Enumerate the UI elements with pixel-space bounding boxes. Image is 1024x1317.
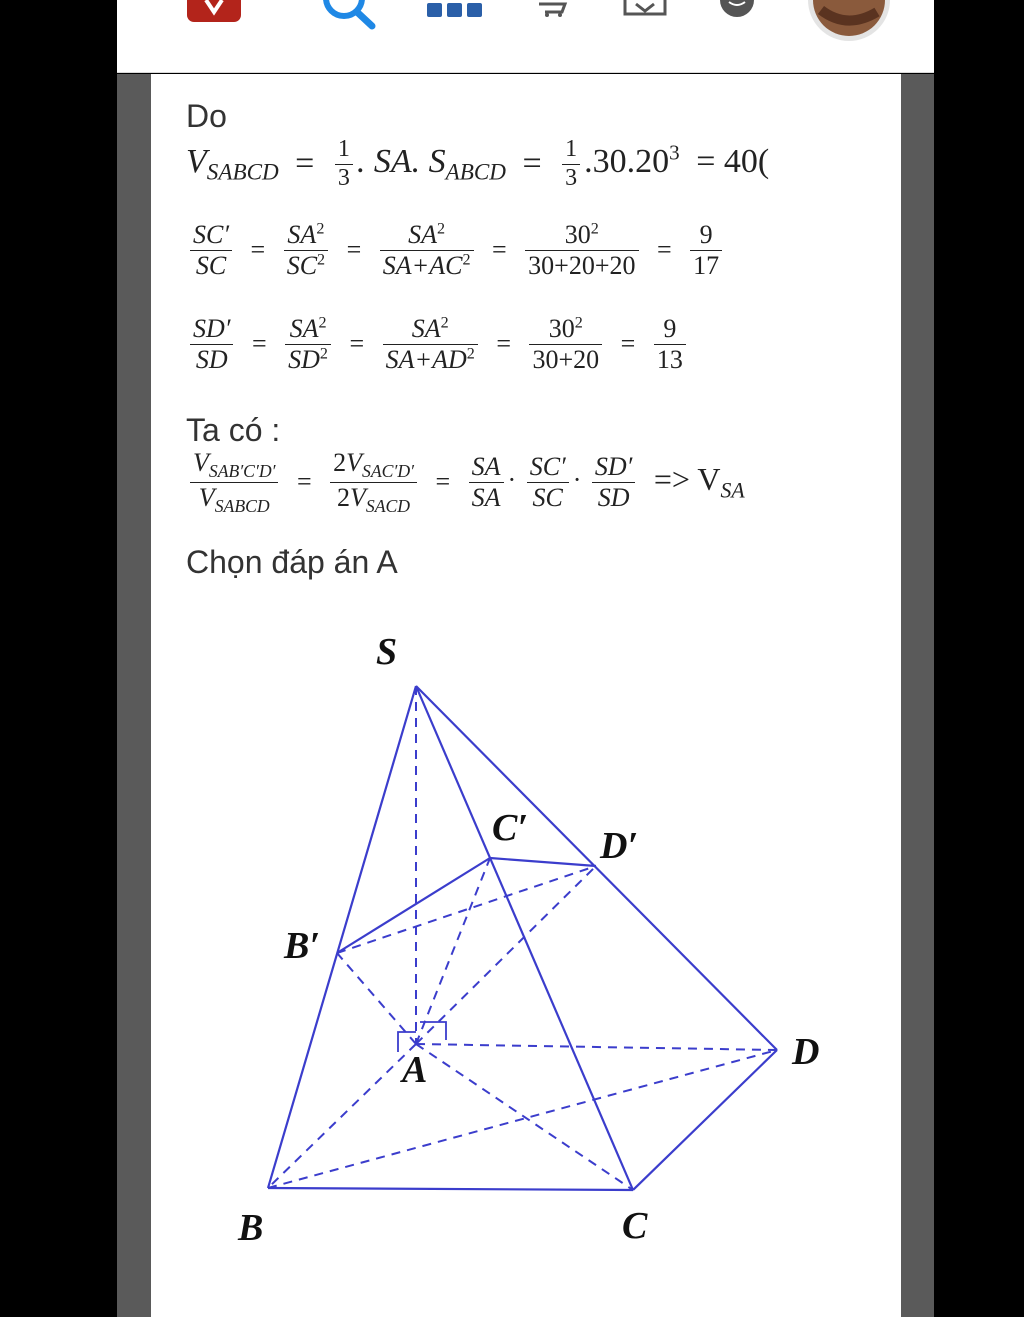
ratio-c-result-den: 17: [693, 250, 720, 280]
volume-result: = 40(: [696, 142, 770, 180]
vr-den-sub: SABCD: [214, 495, 270, 516]
vr-sc-den: SC: [532, 482, 563, 512]
ratio-d-f4-num: 30: [548, 314, 575, 343]
volume-symbol: V: [186, 142, 207, 180]
viewer-frame-right: [901, 74, 934, 1317]
base-subscript: ABCD: [445, 159, 506, 186]
numeric-term: .30.20: [584, 142, 670, 180]
implication-sub: SA: [720, 478, 745, 503]
edge-B1D1: [337, 866, 596, 953]
vr-num-sub: SAB′C′D′: [208, 461, 276, 482]
edge-BD: [268, 1050, 777, 1188]
search-icon[interactable]: [320, 0, 376, 30]
label-C-prime: C′: [492, 807, 529, 849]
sa-term: . SA. S: [356, 142, 446, 180]
do-label: Do: [186, 98, 227, 134]
ratio-c-f4-den: 30+20+20: [528, 250, 636, 280]
edge-AB1: [337, 953, 416, 1044]
ratio-d-left-den: SD: [195, 344, 228, 374]
volume-subscript: SABCD: [206, 159, 279, 186]
ratio-c-f2-den: SC: [286, 250, 318, 280]
ratio-d-f2-num: SA: [289, 314, 319, 343]
ratio-d-left-num: SD′: [190, 314, 233, 345]
ratio-c-f4-num: 30: [564, 220, 591, 249]
ratio-sd-formula: $\frac{SD'}{SD}$ = $\frac{SA^2}{SD^2}$ = $\frac{SA^2}{SA+AD^2}$ = $\frac{30^2}{30+20}$ = $\frac{9}{13}$: [186, 314, 690, 375]
label-S: S: [376, 631, 398, 673]
ratio-sc-formula: $\frac{SC'}{SC}$ = $\frac{SA^2}{SC^2}$ = $\frac{SA^2}{SA+AC^2}$ = $\frac{30^2}{30+20+20}$ = $\frac{9}{17}$: [186, 220, 726, 281]
edge-AC1: [416, 858, 490, 1044]
ratio-d-f3-den: SA+AD: [385, 344, 467, 374]
app-logo-icon[interactable]: [187, 0, 241, 24]
ratio-c-f3-den: SA+AC: [382, 250, 463, 280]
one-third-fraction: $\frac{1}{3}$: [335, 136, 353, 192]
answer-label: Chọn đáp án A: [186, 544, 398, 580]
vr2-num-sub: SAC′D′: [362, 461, 414, 482]
label-C: C: [622, 1205, 648, 1247]
volume-formula: $V_{SABCD}$ = $\frac{1}{3}$ . SA. $S_{ABCD}$ = $\frac{1}{3}$ .30.20$^3$ = 40(: [186, 136, 770, 191]
top-nav-bar: [117, 0, 934, 73]
vr-sd-den: SD: [597, 482, 630, 512]
label-B: B: [238, 1207, 264, 1249]
ratio-c-left-num: SC′: [190, 220, 232, 251]
edge-C1D1: [490, 858, 596, 866]
edge-CD: [633, 1050, 777, 1190]
vr-sa-num: SA: [469, 452, 504, 483]
globe-icon[interactable]: [717, 0, 757, 20]
viewer-frame-left: [117, 74, 151, 1317]
vr-sc-num: SC′: [527, 452, 569, 483]
label-D-prime: D′: [600, 825, 639, 867]
ratio-c-result-num: 9: [690, 220, 722, 251]
solution-panel: [151, 74, 901, 1317]
volume-ratio-formula: $\frac{V_{SAB'C'D'}}{V_{SABCD}}$ = $\frac{2V_{SAC'D'}}{2V_{SACD}}$ = $\frac{SA}{SA}$ · $\frac{SC'}{SC}$ · $\frac{SD'}{SD}$ => $V_{SA}$: [186, 448, 745, 516]
edge-SD: [416, 686, 777, 1050]
implication-tail: => V: [653, 460, 721, 497]
ratio-c-f2-num: SA: [287, 220, 317, 249]
label-B-prime: B′: [284, 925, 321, 967]
ratio-d-f3-num: SA: [411, 314, 441, 343]
label-A: A: [402, 1049, 428, 1091]
edge-BC: [268, 1188, 633, 1190]
ratio-d-result-den: 13: [656, 344, 683, 374]
vr-sa-den: SA: [471, 482, 501, 512]
cart-icon[interactable]: [537, 0, 573, 18]
vr2-den-sub: SACD: [365, 495, 411, 516]
edge-AD: [416, 1044, 777, 1050]
ta-co-label: Ta có :: [186, 412, 281, 448]
grid-menu-icon[interactable]: [427, 0, 483, 20]
one-third-fraction-2: $\frac{1}{3}$: [562, 136, 580, 192]
ratio-d-result-num: 9: [654, 314, 686, 345]
ratio-d-f4-den: 30+20: [532, 344, 600, 374]
ratio-c-left-den: SC: [195, 250, 227, 280]
inbox-icon[interactable]: [622, 0, 668, 18]
ratio-c-f3-num: SA: [408, 220, 438, 249]
exponent: 3: [669, 140, 680, 165]
vr-sd-num: SD′: [592, 452, 635, 483]
avatar[interactable]: [807, 0, 891, 44]
pyramid-figure: [151, 614, 901, 1314]
label-D: D: [792, 1031, 820, 1073]
ratio-d-f2-den: SD: [288, 344, 320, 374]
